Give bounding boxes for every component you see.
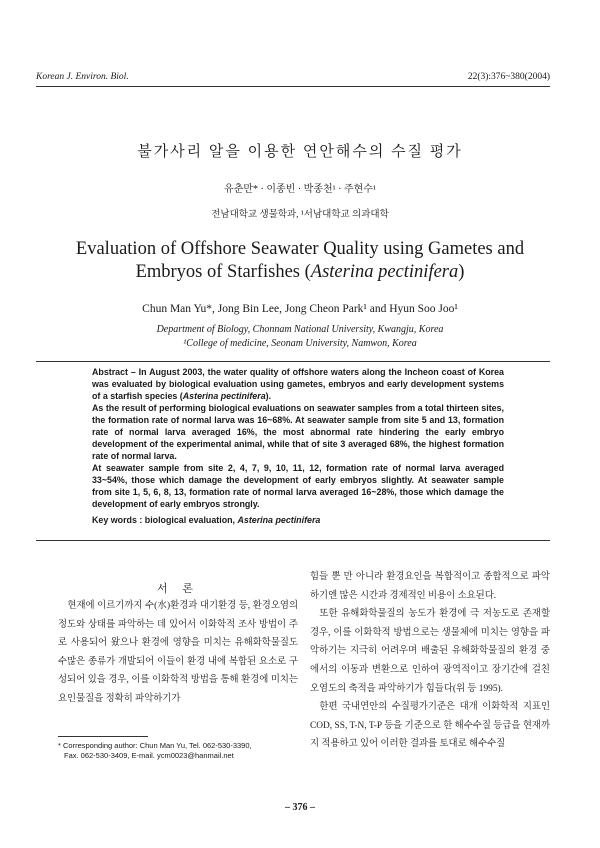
left-column <box>58 597 298 709</box>
species-name: Asterina pectinifera <box>182 391 266 401</box>
keywords <box>92 515 504 525</box>
footnote-rule <box>58 736 148 737</box>
citation: 22(3):376~380(2004) <box>467 72 550 82</box>
running-header <box>36 72 550 82</box>
abstract-paragraph-1 <box>92 366 504 402</box>
intro-paragraph-3: 한편 국내연안의 수질평가기준은 대개 이화학적 지표인 COD, SS, T-N, T-P 등을 기준으로 한 해수수질 등급을 현재까지 적용하고 있어 이러한 결과를 토대로 해수수질 <box>310 702 550 750</box>
right-column <box>310 568 550 754</box>
title-text-end: ) <box>458 262 465 282</box>
korean-affiliation: 전남대학교 생물학과, ¹서남대학교 의과대학 <box>211 210 389 220</box>
intro-paragraph-continued: 힘들 뿐 만 아니라 환경요인을 복합적이고 종합적으로 파악하기엔 많은 시간과 경제적인 비용이 소요된다. <box>310 572 550 601</box>
species-name: Asterina pectinifera <box>310 262 459 282</box>
affiliation-line-2: ¹College of medicine, Seonam University, Namwon, Korea <box>183 338 417 349</box>
footnote <box>58 741 308 760</box>
keywords-label: Key words : biological evaluation, <box>92 515 238 525</box>
english-title-line2 <box>0 261 600 284</box>
page-number: – 376 – <box>285 802 315 813</box>
english-authors: Chun Man Yu*, Jong Bin Lee, Jong Cheon Park¹ and Hyun Soo Joo¹ <box>142 303 458 315</box>
abstract-paragraph-2: As the result of performing biological evaluations on seawater samples from a total thirteen sites, the formation rate of normal larva was 16~68%. At seawater sample from site 5 and 13, formation rate of normal larva averaged 16%, the most abnormal rate hindering the early embryo development of the experimental animal, while that of site 3 averaged 68%, the highest formation rate of normal larva. <box>92 403 504 461</box>
english-title <box>0 238 600 284</box>
footnote-line-1: * Corresponding author: Chun Man Yu, Tel. 062-530-3390, <box>58 741 252 750</box>
abstract-text-end: ). <box>265 391 272 401</box>
section-heading: 서 론 <box>156 583 199 595</box>
keyword-species: Asterina pectinifera <box>237 515 321 525</box>
abstract-text: Abstract – In August 2003, the water quality of offshore waters along the Incheon coast of Korea was evaluated by biological evaluation using gametes, embryos and early development systems of a starfish species ( <box>92 367 504 401</box>
abstract-paragraph-3: At seawater sample from site 2, 4, 7, 9, 10, 11, 12, formation rate of normal larva averaged 33~54%, those which damage the development of early embryos slightly. At seawater sample from site 1, 5, 6, 8, 13, formation rate of normal larva averaged 16~28%, those which damage the development of early embryos strongly. <box>92 463 504 509</box>
header-rule <box>36 86 550 87</box>
abstract-top-rule <box>36 361 550 362</box>
intro-paragraph-2: 또한 유해화학물질의 농도가 환경에 극 저농도로 존재할 경우, 이를 이화학적 방법으로는 생물체에 미치는 영향을 파악하기는 지극히 어려우며 배출된 유해화학물질의 환경 중에서의 이동과 변환으로 인하여 광역적이고 장기간에 걸친 오염도의 축적을 파악하기가 힘들다(위 등 1995). <box>310 609 550 694</box>
journal-name: Korean J. Environ. Biol. <box>36 72 129 82</box>
abstract-bottom-rule <box>36 540 550 541</box>
english-title-line1: Evaluation of Offshore Seawater Quality using Gametes and <box>75 239 525 259</box>
korean-title: 불가사리 알을 이용한 연안해수의 수질 평가 <box>137 144 463 160</box>
english-affiliation <box>0 323 600 351</box>
title-text: Embryos of Starfishes ( <box>135 262 311 282</box>
abstract <box>92 366 504 510</box>
korean-authors: 유춘만* · 이종빈 · 박종천¹ · 주현수¹ <box>224 184 376 195</box>
footnote-line-2: Fax. 062-530-3409, E-mail. ycm0023@hanmail.net <box>64 750 234 760</box>
intro-paragraph-1: 현재에 이르기까지 수(水)환경과 대기환경 등, 환경오염의 정도와 상태를 파악하는 데 있어서 이화학적 조사 방법이 주로 사용되어 왔으나 환경에 영향을 미치는 유해화학물질도 수많은 종류가 개발되어 이들이 환경 내에 복합된 요소로 구성되어 있을 경우, 이를 이화학적 방법을 통해 환경에 미치는 요인물질을 정확히 파악하기가 <box>58 601 298 704</box>
affiliation-line-1: Department of Biology, Chonnam National University, Kwangju, Korea <box>156 324 444 335</box>
